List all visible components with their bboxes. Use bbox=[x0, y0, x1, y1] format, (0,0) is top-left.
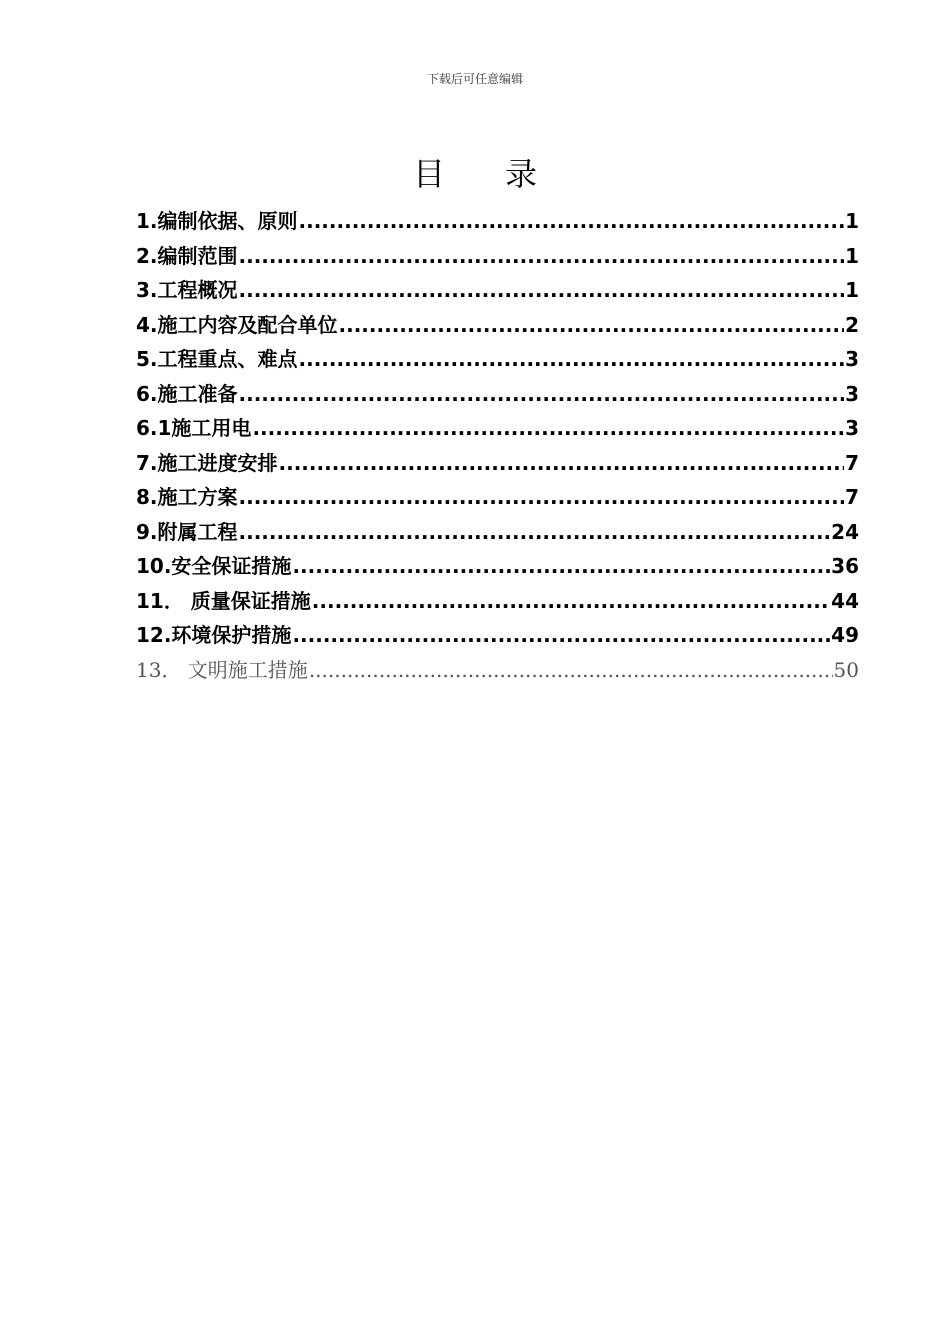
toc-entry-label: 5.工程重点、难点 bbox=[136, 347, 298, 371]
toc-entry-label: 4.施工内容及配合单位 bbox=[136, 312, 338, 337]
toc-entry[interactable] bbox=[136, 308, 859, 343]
toc-entry-page: 3 bbox=[845, 416, 859, 440]
toc-leader-dots bbox=[252, 411, 844, 446]
toc-entry-page: 7 bbox=[845, 450, 859, 475]
toc-leader-dots bbox=[299, 204, 845, 239]
toc-leader-dots bbox=[239, 515, 831, 550]
toc-entry-page: 36 bbox=[831, 554, 859, 578]
toc-entry[interactable] bbox=[136, 584, 859, 619]
toc-entry-page: 50 bbox=[833, 657, 859, 682]
toc-entry-page: 1 bbox=[845, 209, 859, 233]
toc-entry-page: 49 bbox=[831, 623, 859, 647]
toc-leader-dots bbox=[299, 342, 845, 377]
header-note: 下载后可任意编辑 bbox=[426, 72, 523, 86]
toc-leader-dots bbox=[292, 618, 830, 653]
toc-entry-label: 7.施工进度安排 bbox=[136, 450, 278, 475]
toc-entry-label: 3.工程概况 bbox=[136, 278, 238, 302]
toc-leader-dots bbox=[239, 377, 845, 412]
toc-entry[interactable] bbox=[136, 515, 859, 550]
toc-entry-label: 9.附属工程 bbox=[136, 519, 238, 544]
toc-leader-dots bbox=[292, 549, 830, 584]
toc-entry[interactable] bbox=[136, 549, 859, 584]
toc-entry-label: 8.施工方案 bbox=[136, 485, 238, 509]
toc-entry[interactable] bbox=[136, 377, 859, 412]
toc-entry-page: 7 bbox=[845, 485, 859, 509]
toc-entry[interactable] bbox=[136, 446, 859, 481]
toc-entry[interactable] bbox=[136, 273, 859, 308]
toc-entry-page: 1 bbox=[845, 278, 859, 302]
toc-entry-page: 3 bbox=[845, 381, 859, 406]
toc-leader-dots bbox=[239, 480, 845, 515]
toc-entry-label: 2.编制范围 bbox=[136, 243, 238, 268]
toc-title: 目录 bbox=[412, 155, 597, 194]
toc-leader-dots bbox=[309, 653, 833, 688]
toc-entry-label: 1.编制依据、原则 bbox=[136, 209, 298, 233]
toc-leader-dots bbox=[239, 239, 845, 274]
toc-entry[interactable] bbox=[136, 204, 859, 239]
toc-entry-page: 2 bbox=[845, 312, 859, 337]
toc-leader-dots bbox=[279, 446, 845, 481]
toc-entry-label: 13． 文明施工措施 bbox=[136, 657, 308, 682]
toc-entry[interactable] bbox=[136, 480, 859, 515]
toc-entry[interactable] bbox=[136, 239, 859, 274]
toc-entry-page: 24 bbox=[831, 519, 859, 544]
table-of-contents bbox=[136, 204, 859, 687]
toc-entry-page: 3 bbox=[845, 347, 859, 371]
toc-entry[interactable] bbox=[136, 342, 859, 377]
toc-leader-dots bbox=[339, 308, 845, 343]
toc-entry-label: 6.1施工用电 bbox=[136, 416, 252, 440]
toc-entry[interactable] bbox=[136, 618, 859, 653]
toc-entry-label: 10.安全保证措施 bbox=[136, 554, 292, 578]
toc-entry-label: 11． 质量保证措施 bbox=[136, 588, 311, 613]
toc-leader-dots bbox=[239, 273, 845, 308]
toc-entry-page: 44 bbox=[831, 588, 859, 613]
toc-leader-dots bbox=[312, 584, 830, 619]
toc-entry-page: 1 bbox=[845, 243, 859, 268]
toc-entry-label: 6.施工准备 bbox=[136, 381, 238, 406]
toc-entry-label: 12.环境保护措施 bbox=[136, 623, 292, 647]
toc-entry[interactable] bbox=[136, 653, 859, 688]
toc-entry[interactable] bbox=[136, 411, 859, 446]
